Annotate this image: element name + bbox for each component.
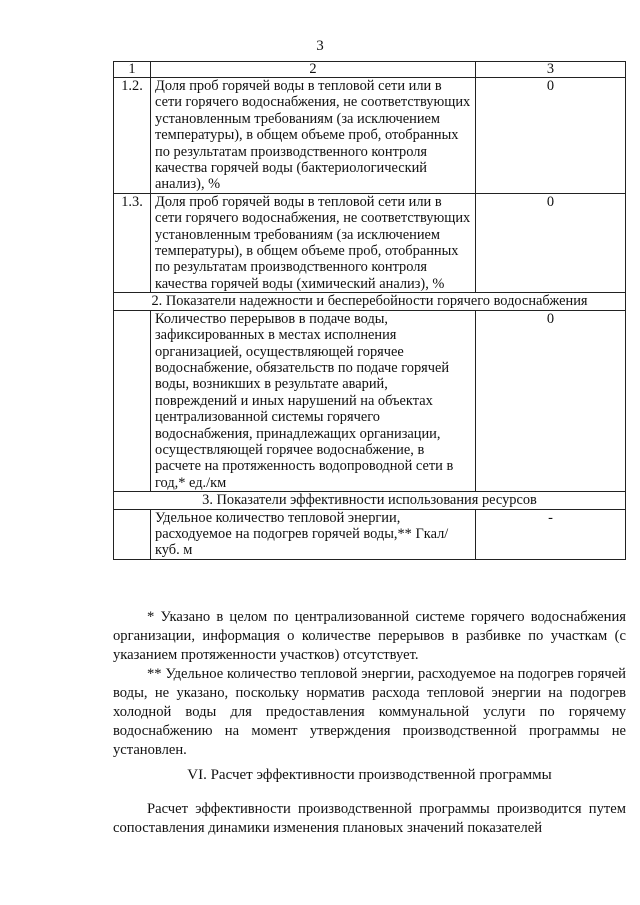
header-col-2: 2: [151, 62, 476, 78]
table-row: [114, 509, 626, 559]
footnote-1: * Указано в целом по централизованной системе горячего водоснабжения организации, информация о количестве перерывов в разбивке по участкам (с указанием протяженности участков) отсутствует.: [113, 609, 626, 663]
header-col-1: 1: [114, 62, 151, 78]
footnote-2: ** Удельное количество тепловой энергии, расходуемое на подогрев горячей воды, не указано, поскольку норматив расхода тепловой энергии на подогрев холодной воды для предоставления коммунальной услуги по горячему водоснабжению на момент утверждения производственной программы не установлен.: [113, 666, 626, 758]
table-row: [114, 310, 626, 491]
indicator-value: 0: [476, 78, 626, 194]
row-number: [114, 310, 151, 491]
table-header-row: [114, 62, 626, 78]
row-number: 1.3.: [114, 193, 151, 292]
row-number: [114, 509, 151, 559]
indicator-name: Количество перерывов в подаче воды, зафиксированных в местах исполнения организацией, осуществляющей горячее водоснабжение, обязательств по подаче горячей воды, возникших в результате аварий, повреждений и иных нарушений на объектах централизованной системы горячего водоснабжения, принадлежащих организации, осуществляющей горячее водоснабжение, в расчете на протяженность водопроводной сети в год,* ед./км: [151, 310, 476, 491]
section-vi-title: VI. Расчет эффективности производственной программы: [187, 767, 552, 783]
indicator-value: -: [476, 509, 626, 559]
indicator-name: Удельное количество тепловой энергии, расходуемое на подогрев горячей воды,** Гкал/ куб. м: [151, 509, 476, 559]
section-row-reliability: [114, 293, 626, 310]
section-row-efficiency: [114, 492, 626, 509]
indicator-value: 0: [476, 310, 626, 491]
section-vi-paragraph: Расчет эффективности производственной программы производится путем сопоставления динамики изменения плановых значений показателей: [113, 801, 626, 836]
indicator-value: 0: [476, 193, 626, 292]
row-number: 1.2.: [114, 78, 151, 194]
section-title-reliability: 2. Показатели надежности и бесперебойности горячего водоснабжения: [114, 293, 626, 310]
table-row: [114, 78, 626, 194]
header-col-3: 3: [476, 62, 626, 78]
footnotes: [113, 608, 626, 760]
table-row: [114, 193, 626, 292]
section-title-efficiency: 3. Показатели эффективности использования ресурсов: [114, 492, 626, 509]
page-number: 3: [316, 38, 324, 54]
indicators-table: [113, 61, 626, 560]
indicator-name: Доля проб горячей воды в тепловой сети или в сети горячего водоснабжения, не соответствующих установленным требованиям (за исключением температуры), в общем объеме проб, отобранных по результатам производственного контроля качества горячей воды (бактериологический анализ), %: [151, 78, 476, 194]
indicator-name: Доля проб горячей воды в тепловой сети или в сети горячего водоснабжения, не соответствующих установленным требованиям (за исключением температуры), в общем объеме проб, отобранных по результатам производственного контроля качества горячей воды (химический анализ), %: [151, 193, 476, 292]
